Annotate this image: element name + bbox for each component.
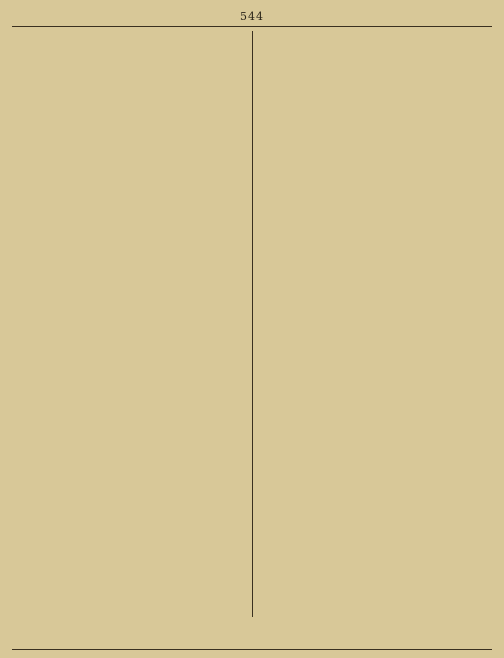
publisher-footer (12, 649, 492, 652)
top-rule (12, 26, 492, 27)
column-divider (252, 31, 253, 617)
page-number: 544 (240, 10, 264, 23)
right-column (263, 31, 493, 617)
left-column (12, 31, 242, 617)
text-columns (12, 31, 492, 617)
